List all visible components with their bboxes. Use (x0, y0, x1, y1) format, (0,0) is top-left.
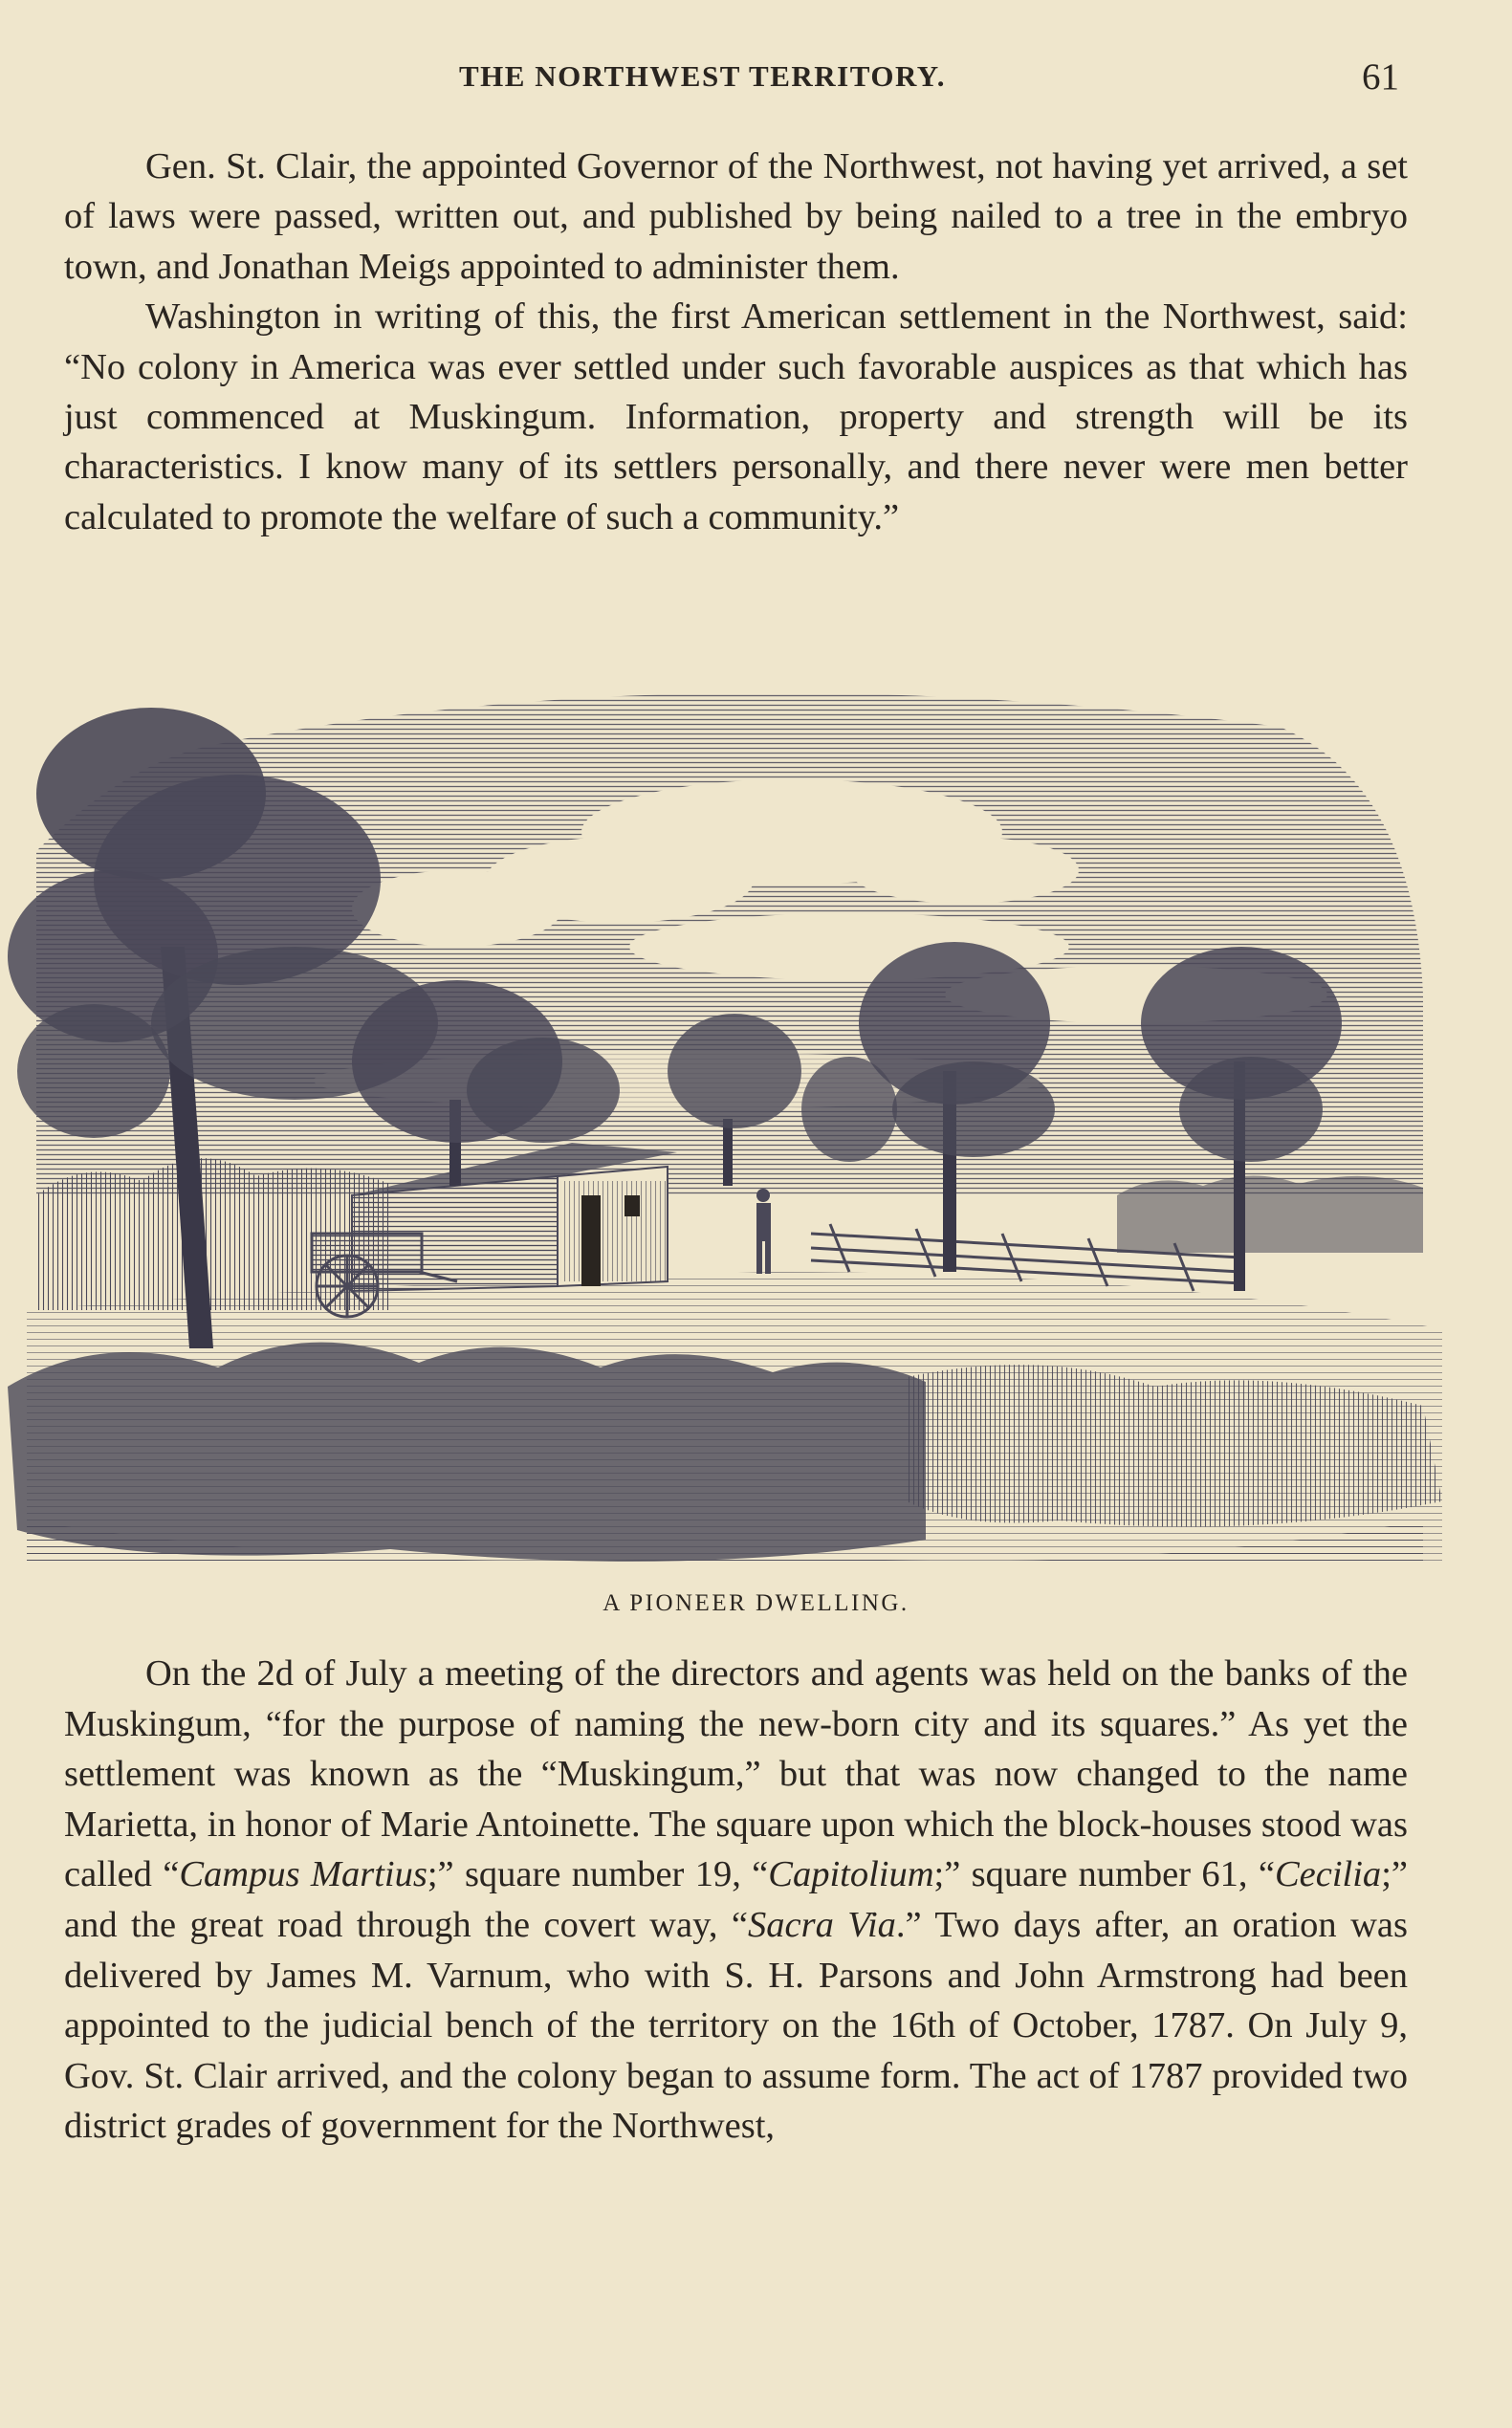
running-head (0, 55, 1512, 103)
paragraph-washington-quote: Washington in writing of this, the first American settlement in the Northwest, said: “No colony in America was ever settled under such favorable auspices as that which has just commenced at Muskingum. Information, property and strength will be its characteristics. I know many of its settlers personally, and there never were men better calculated to promote the welfare of such a community.” (64, 296, 1408, 537)
running-title: THE NORTHWEST TERRITORY. (459, 59, 947, 93)
text-run: ;” square number 19, “ (427, 1854, 769, 1895)
pioneer-dwelling-engraving (8, 660, 1461, 1564)
text-run: On the 2d of July a meeting of the directors and agents was held on the banks of the Muskingum, “for the purpose of naming the new-born city and its squares.” As yet the settlement was known as the “Muskingum,” but that was now changed to the name Marietta, in honor of Marie Antoinette. The square upon which the block-houses stood was called “ (64, 1653, 1408, 1895)
text-block-bottom (64, 1649, 1408, 2152)
figure-caption: A PIONEER DWELLING. (603, 1590, 909, 1616)
italic-cecilia: Cecilia (1274, 1854, 1382, 1895)
text-run: .” Two days after, an oration was delivered by James M. Varnum, who with S. H. Parsons and John Armstrong had been appointed to the judicial bench of the territory on the 16th of October, 1787. On July 9, Gov. St. Clair arrived, and the colony began to assume form. The act of 1787 provided two district grades of government for the Northwest, (64, 1904, 1408, 2147)
paragraph-marietta-naming (64, 1649, 1408, 2152)
italic-campus-martius: Campus Martius (179, 1854, 427, 1895)
text-run: ;” square number 61, “ (933, 1854, 1275, 1895)
page-number: 61 (1362, 56, 1399, 98)
text-block-top (64, 142, 1408, 542)
settler-figure (756, 1189, 771, 1274)
paragraph-gen-st-clair: Gen. St. Clair, the appointed Governor of the Northwest, not having yet arrived, a set of laws were passed, written out, and published by being nailed to a tree in the embryo town, and Jonathan Meigs appointed to administer them. (64, 146, 1408, 287)
italic-capitolium: Capitolium (768, 1854, 934, 1895)
italic-sacra-via: Sacra Via (748, 1904, 896, 1945)
text-run: ;” and the great road through the covert way, “ (64, 1854, 1408, 1945)
